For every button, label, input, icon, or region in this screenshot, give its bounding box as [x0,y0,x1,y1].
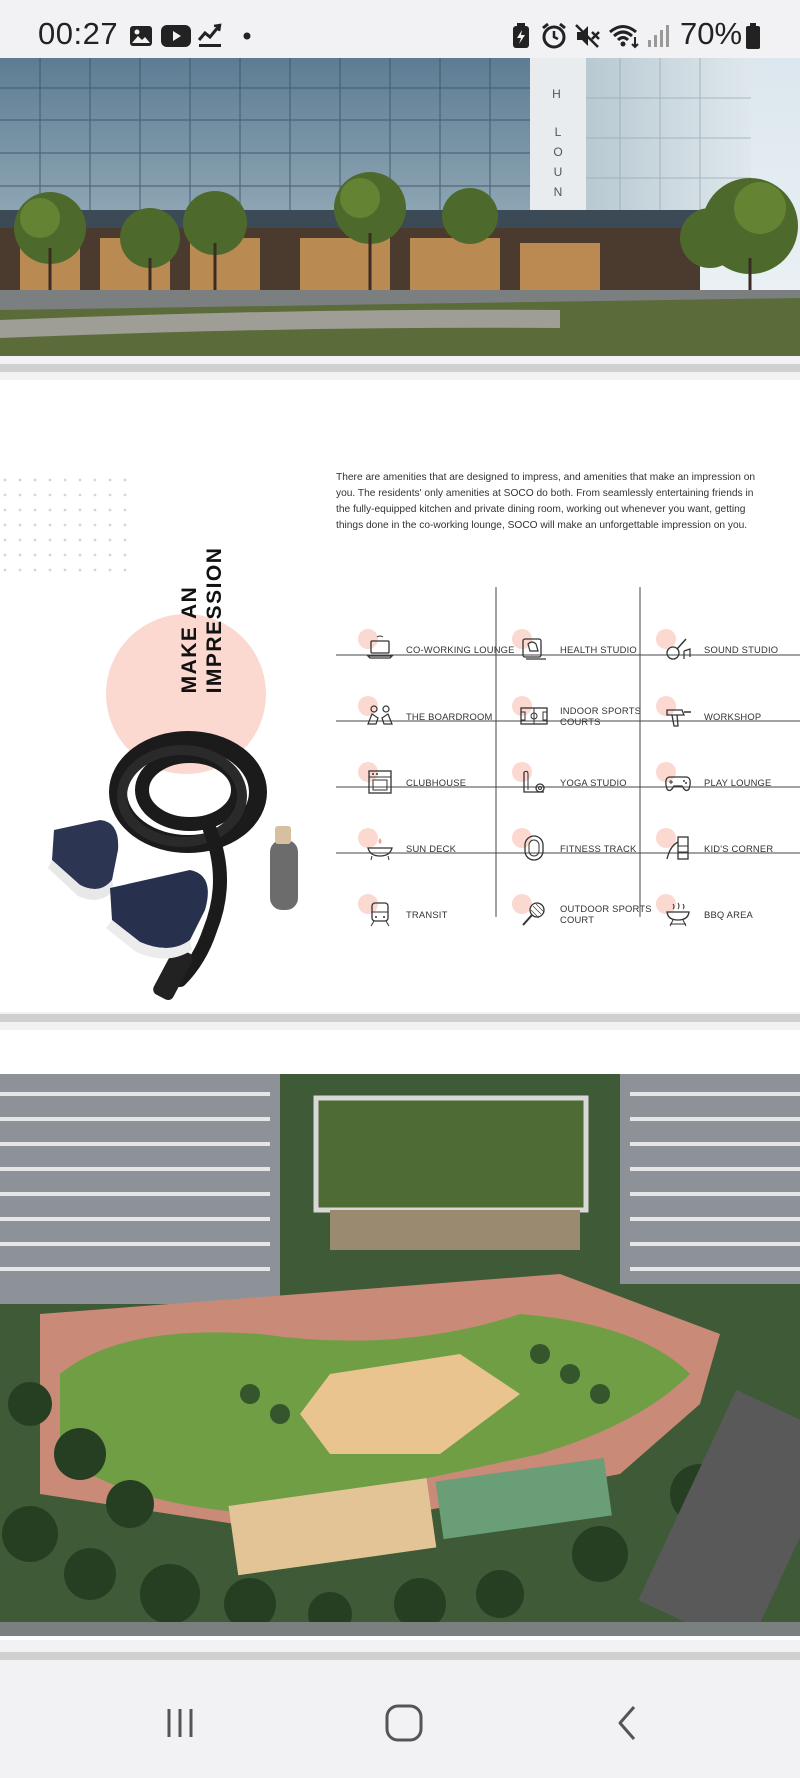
amenity-kids-corner [660,815,800,881]
heading-line-1: MAKE AN [178,585,201,694]
amenity-play-lounge [660,749,800,815]
signal-icon [646,20,670,52]
yoga-mat-icon [516,764,552,800]
dot-pattern [0,475,135,585]
amenity-yoga-studio [516,749,670,815]
amenity-label: INDOOR SPORTS COURTS [560,705,642,727]
train-icon [362,896,398,932]
battery-saver-icon [510,20,532,52]
amenity-label: FITNESS TRACK [560,842,637,854]
heading-wrap [172,540,232,700]
bbq-icon [660,896,696,932]
amenities-panel [0,380,800,1012]
track-icon [516,830,552,866]
battery-icon [744,20,762,52]
amenity-label: YOGA STUDIO [560,776,627,788]
separator [0,364,800,372]
svg-text:N: N [553,185,563,199]
sun-deck-icon [362,830,398,866]
mute-icon [574,20,602,52]
heading-line-2: IMPRESSION [203,546,226,694]
recent-apps-icon[interactable] [150,1698,210,1748]
racket-icon [516,896,552,932]
drill-icon [660,698,696,734]
svg-text:L: L [554,125,562,139]
alarm-icon [540,20,568,52]
home-icon[interactable] [374,1698,434,1748]
back-icon[interactable] [598,1698,658,1748]
amenity-label: WORKSHOP [704,710,762,722]
wifi-icon [608,20,640,52]
amenity-sun-deck [362,815,516,881]
amenity-outdoor-sports-court [516,881,670,947]
amenity-label: THE BOARDROOM [406,710,493,722]
youtube-icon [160,20,192,52]
fitness-illustration [40,710,330,1010]
gallery-icon [128,20,154,52]
amenity-workshop [660,683,800,749]
dot-icon [242,20,252,52]
navigation-bar [0,1668,800,1778]
guitar-icon [660,631,696,667]
amenity-label: BBQ AREA [704,908,754,920]
separator [0,1014,800,1022]
amenity-fitness-track [516,815,670,881]
svg-text:U: U [553,165,563,179]
amenities-description: There are amenities that are designed to impress, and amenities that make an impression on you. The residents' only amenities at SOCO do both. From seamlessly entertaining friends in the fully-equipped kitchen and private dining room, working out whenever you want, getting things done in the co-working lounge, SOCO will make an unforgettable impression on you. [336,472,756,531]
lounge-building-image [0,58,800,356]
status-time: 00:27 [38,16,119,51]
amenity-label: SOUND STUDIO [704,643,779,655]
amenity-label: HEALTH STUDIO [560,643,637,655]
amenity-label: CO-WORKING LOUNGE [406,643,515,655]
stock-chart-icon [196,20,224,52]
clubhouse-icon [362,764,398,800]
amenity-label: CLUBHOUSE [406,776,467,788]
amenity-label: PLAY LOUNGE [704,776,772,788]
amenity-label: OUTDOOR SPORTS COURT [560,903,652,925]
amenity-sound-studio [660,616,800,682]
amenity-health-studio [516,616,670,682]
amenity-label: KID'S CORNER [704,842,774,854]
section-heading [177,547,227,694]
court-icon [516,698,552,734]
battery-percent: 70% [680,16,743,51]
separator [0,1652,800,1660]
amenity-label: SUN DECK [406,842,457,854]
svg-text:H: H [552,87,564,101]
amenity-co-working-lounge [362,616,516,682]
svg-text:O: O [553,145,563,159]
courtyard-aerial-image [0,1074,800,1636]
amenity-bbq-area [660,881,800,947]
slide-icon [660,830,696,866]
boardroom-icon [362,698,398,734]
courtyard-panel [0,1030,800,1640]
amenity-clubhouse [362,749,516,815]
amenity-indoor-sports-courts [516,683,670,749]
laptop-icon [362,631,398,667]
amenity-transit [362,881,516,947]
health-studio-icon [516,631,552,667]
gamepad-icon [660,764,696,800]
amenity-the-boardroom [362,683,516,749]
amenity-label: TRANSIT [406,908,448,920]
